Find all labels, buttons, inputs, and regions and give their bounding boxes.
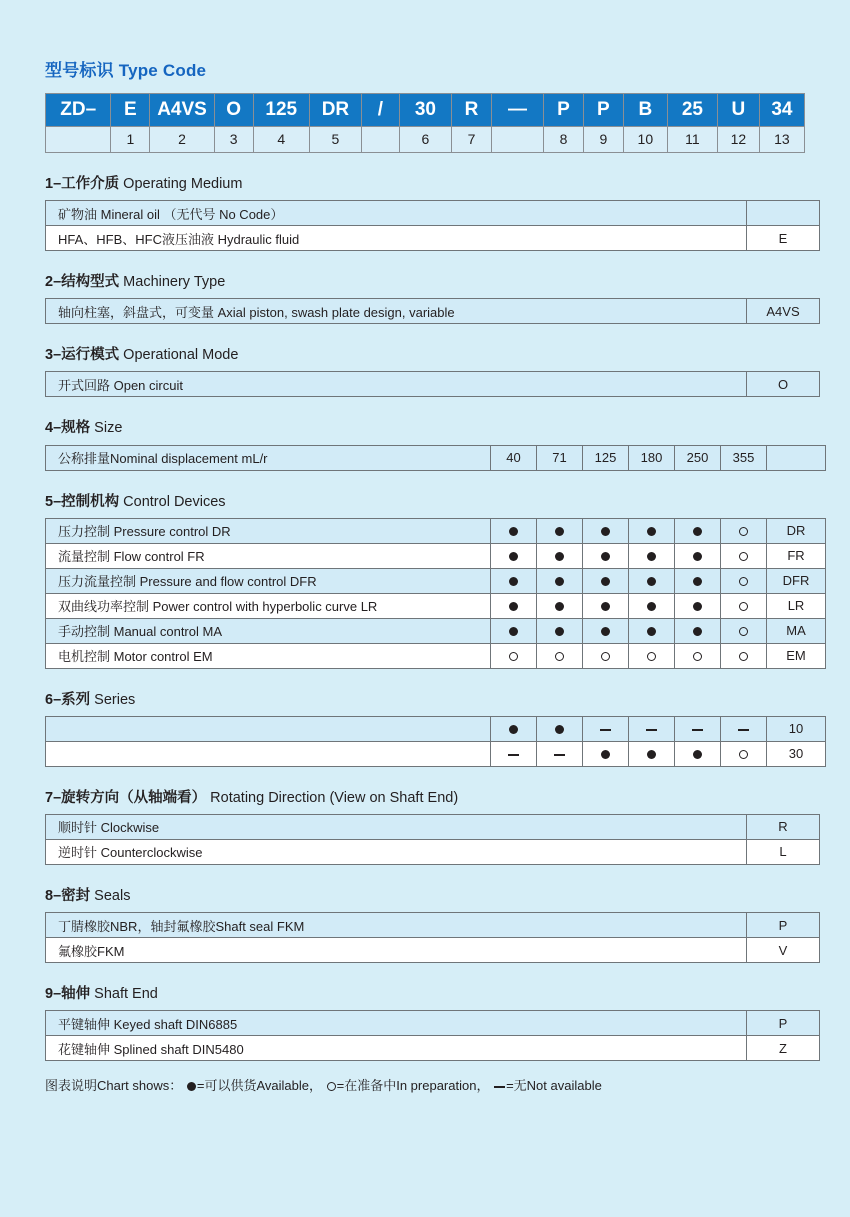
row-code: R — [747, 814, 820, 839]
type-code-cell: A4VS — [150, 94, 214, 127]
row-code: O — [747, 372, 820, 397]
section-heading-en: Shaft End — [94, 986, 158, 1003]
table-row — [46, 543, 826, 568]
filled-circle-icon — [555, 577, 564, 586]
section-heading-en: Seals — [94, 887, 131, 904]
open-circle-icon — [739, 577, 748, 586]
availability-cell — [537, 518, 583, 543]
availability-cell — [537, 568, 583, 593]
open-circle-icon — [647, 652, 656, 661]
availability-cell — [537, 543, 583, 568]
section-heading-cn: 4–规格 — [45, 420, 91, 437]
row-label: 电机控制 Motor control EM — [46, 643, 491, 668]
dash-icon — [494, 1086, 505, 1088]
section-5 — [45, 493, 810, 669]
section-heading-cn: 5–控制机构 — [45, 493, 120, 510]
row-label: 双曲线功率控制 Power control with hyperbolic curve LR — [46, 593, 491, 618]
type-code-cell: DR — [309, 94, 361, 127]
section-table — [45, 716, 826, 767]
section-table — [45, 814, 820, 865]
size-cell: 250 — [675, 445, 721, 470]
availability-cell — [537, 593, 583, 618]
table-row — [46, 814, 820, 839]
row-label: 公称排量Nominal displacement mL/r — [46, 445, 491, 470]
type-code-cell: O — [214, 94, 253, 127]
row-code: V — [747, 938, 820, 963]
section-table — [45, 298, 820, 324]
row-code: FR — [767, 543, 826, 568]
filled-circle-icon — [647, 552, 656, 561]
availability-cell — [629, 518, 675, 543]
row-code: MA — [767, 618, 826, 643]
filled-circle-icon — [601, 527, 610, 536]
row-code — [767, 445, 826, 470]
availability-cell — [491, 543, 537, 568]
table-row — [46, 201, 820, 226]
row-code: P — [747, 913, 820, 938]
availability-cell — [721, 741, 767, 766]
filled-circle-icon — [647, 577, 656, 586]
filled-circle-icon — [509, 725, 518, 734]
type-code-index-cell: 12 — [717, 127, 759, 153]
open-circle-icon — [601, 652, 610, 661]
section-heading — [45, 985, 805, 1003]
availability-cell — [491, 568, 537, 593]
filled-circle-icon — [693, 577, 702, 586]
table-row — [46, 299, 820, 324]
chart-legend-footnote — [45, 1077, 805, 1095]
availability-cell — [491, 593, 537, 618]
row-label: 逆时针 Counterclockwise — [46, 839, 747, 864]
table-row — [46, 445, 826, 470]
availability-cell — [583, 518, 629, 543]
type-code-index-cell: 2 — [150, 127, 214, 153]
type-code-index-cell: 3 — [214, 127, 253, 153]
filled-circle-icon — [693, 527, 702, 536]
type-code-cell: 34 — [759, 94, 804, 127]
dash-icon — [738, 729, 749, 731]
row-code: Z — [747, 1036, 820, 1061]
row-label: 压力流量控制 Pressure and flow control DFR — [46, 568, 491, 593]
type-code-index-cell — [362, 127, 400, 153]
section-heading-en: Series — [94, 691, 136, 708]
open-circle-icon — [555, 652, 564, 661]
filled-circle-icon — [601, 627, 610, 636]
availability-cell — [583, 643, 629, 668]
type-code-index-cell: 7 — [452, 127, 492, 153]
type-code-cell: B — [623, 94, 667, 127]
section-heading — [45, 789, 805, 807]
table-row — [46, 643, 826, 668]
type-code-index-cell: 13 — [759, 127, 804, 153]
filled-circle-icon — [509, 527, 518, 536]
availability-cell — [675, 543, 721, 568]
type-code-index-cell: 5 — [309, 127, 361, 153]
availability-cell — [721, 543, 767, 568]
availability-cell — [721, 716, 767, 741]
availability-cell — [721, 618, 767, 643]
availability-cell — [721, 593, 767, 618]
filled-circle-icon — [555, 725, 564, 734]
table-row — [46, 1036, 820, 1061]
availability-cell — [583, 741, 629, 766]
section-7 — [45, 789, 805, 865]
section-heading-cn: 7–旋转方向（从轴端看） — [45, 789, 207, 806]
size-cell: 40 — [491, 445, 537, 470]
row-code: LR — [767, 593, 826, 618]
open-circle-icon — [327, 1082, 336, 1091]
type-code-index-cell — [46, 127, 111, 153]
availability-cell — [629, 593, 675, 618]
row-code: E — [747, 226, 820, 251]
type-code-index-cell: 11 — [667, 127, 717, 153]
section-heading-cn: 1–工作介质 — [45, 176, 120, 193]
open-circle-icon — [509, 652, 518, 661]
section-1 — [45, 175, 805, 251]
open-circle-icon — [739, 527, 748, 536]
availability-cell — [629, 568, 675, 593]
filled-circle-icon — [555, 602, 564, 611]
availability-cell — [629, 543, 675, 568]
type-code-index-cell: 6 — [399, 127, 451, 153]
filled-circle-icon — [555, 552, 564, 561]
availability-cell — [675, 518, 721, 543]
filled-circle-icon — [601, 577, 610, 586]
row-code: 10 — [767, 716, 826, 741]
table-row — [46, 226, 820, 251]
row-label: 流量控制 Flow control FR — [46, 543, 491, 568]
row-code: DFR — [767, 568, 826, 593]
section-table — [45, 912, 820, 963]
section-6 — [45, 691, 805, 767]
row-label — [46, 716, 491, 741]
page-title — [45, 0, 805, 82]
filled-circle-icon — [509, 627, 518, 636]
section-heading-cn: 3–运行模式 — [45, 347, 120, 364]
type-code-cell: 30 — [399, 94, 451, 127]
dash-icon — [692, 729, 703, 731]
open-circle-icon — [739, 750, 748, 759]
row-code: L — [747, 839, 820, 864]
section-heading — [45, 887, 805, 905]
availability-cell — [675, 593, 721, 618]
filled-circle-icon — [647, 627, 656, 636]
footnote-dash-text: =无Not available — [506, 1078, 602, 1094]
availability-cell — [583, 593, 629, 618]
section-heading-cn: 6–系列 — [45, 691, 91, 708]
filled-circle-icon — [601, 602, 610, 611]
filled-circle-icon — [693, 602, 702, 611]
type-code-number-row — [46, 127, 805, 153]
section-3 — [45, 346, 805, 397]
section-heading-en: Control Devices — [123, 493, 226, 510]
dash-icon — [508, 754, 519, 756]
section-heading-en: Size — [94, 420, 123, 437]
row-label: 手动控制 Manual control MA — [46, 618, 491, 643]
availability-cell — [491, 741, 537, 766]
type-code-cell: R — [452, 94, 492, 127]
table-row — [46, 716, 826, 741]
type-code-index-cell — [491, 127, 543, 153]
section-table — [45, 445, 826, 471]
section-heading-en: Operating Medium — [123, 176, 243, 193]
section-heading-cn: 8–密封 — [45, 887, 91, 904]
table-row — [46, 741, 826, 766]
row-code: 30 — [767, 741, 826, 766]
filled-circle-icon — [509, 602, 518, 611]
dash-icon — [554, 754, 565, 756]
filled-circle-icon — [555, 527, 564, 536]
table-row — [46, 839, 820, 864]
section-9 — [45, 985, 805, 1061]
footnote-lead: 图表说明Chart shows： — [45, 1078, 183, 1094]
row-label: HFA、HFB、HFC液压油液 Hydraulic fluid — [46, 226, 747, 251]
availability-cell — [721, 518, 767, 543]
row-code: P — [747, 1011, 820, 1036]
section-heading — [45, 175, 805, 193]
availability-cell — [675, 741, 721, 766]
type-code-cell: 125 — [253, 94, 309, 127]
table-row — [46, 938, 820, 963]
type-code-cell: U — [717, 94, 759, 127]
page-title-cn: 型号标识 — [45, 61, 114, 80]
size-cell: 71 — [537, 445, 583, 470]
row-label: 顺时针 Clockwise — [46, 814, 747, 839]
availability-cell — [675, 716, 721, 741]
row-label: 压力控制 Pressure control DR — [46, 518, 491, 543]
section-table — [45, 200, 820, 251]
row-label: 丁腈橡胶NBR，轴封氟橡胶Shaft seal FKM — [46, 913, 747, 938]
filled-circle-icon — [693, 750, 702, 759]
row-code: EM — [767, 643, 826, 668]
footnote-filled-text: =可以供货Available， — [196, 1078, 322, 1094]
table-row — [46, 372, 820, 397]
type-code-cell: P — [544, 94, 584, 127]
type-code-cell: — — [491, 94, 543, 127]
table-row — [46, 1011, 820, 1036]
table-row — [46, 618, 826, 643]
open-circle-icon — [693, 652, 702, 661]
section-heading — [45, 346, 805, 364]
size-cell: 355 — [721, 445, 767, 470]
availability-cell — [537, 716, 583, 741]
dash-icon — [600, 729, 611, 731]
section-heading-cn: 9–轴伸 — [45, 986, 91, 1003]
dash-icon — [646, 729, 657, 731]
type-code-cell: P — [583, 94, 623, 127]
section-heading — [45, 691, 805, 709]
availability-cell — [721, 568, 767, 593]
filled-circle-icon — [693, 552, 702, 561]
type-code-index-cell: 1 — [111, 127, 150, 153]
sections-container — [45, 175, 810, 1061]
availability-cell — [491, 716, 537, 741]
type-code-cell: 25 — [667, 94, 717, 127]
section-table — [45, 518, 826, 669]
section-table — [45, 1010, 820, 1061]
table-row — [46, 593, 826, 618]
availability-cell — [629, 618, 675, 643]
row-label: 开式回路 Open circuit — [46, 372, 747, 397]
type-code-table — [45, 93, 805, 153]
type-code-index-cell: 4 — [253, 127, 309, 153]
availability-cell — [629, 643, 675, 668]
section-table — [45, 371, 820, 397]
type-code-index-cell: 8 — [544, 127, 584, 153]
availability-cell — [583, 716, 629, 741]
section-heading — [45, 273, 805, 291]
type-code-cell: / — [362, 94, 400, 127]
filled-circle-icon — [601, 552, 610, 561]
row-label: 花键轴伸 Splined shaft DIN5480 — [46, 1036, 747, 1061]
row-code: A4VS — [747, 299, 820, 324]
availability-cell — [537, 618, 583, 643]
filled-circle-icon — [647, 527, 656, 536]
filled-circle-icon — [509, 577, 518, 586]
availability-cell — [537, 643, 583, 668]
availability-cell — [675, 618, 721, 643]
section-8 — [45, 887, 805, 963]
size-cell: 125 — [583, 445, 629, 470]
table-row — [46, 913, 820, 938]
filled-circle-icon — [509, 552, 518, 561]
row-code — [747, 201, 820, 226]
section-heading-en: Operational Mode — [123, 347, 239, 364]
section-2 — [45, 273, 805, 324]
filled-circle-icon — [693, 627, 702, 636]
availability-cell — [491, 518, 537, 543]
availability-cell — [583, 568, 629, 593]
type-code-index-cell: 10 — [623, 127, 667, 153]
size-cell: 180 — [629, 445, 675, 470]
open-circle-icon — [739, 627, 748, 636]
row-label: 氟橡胶FKM — [46, 938, 747, 963]
row-label: 矿物油 Mineral oil （无代号 No Code） — [46, 201, 747, 226]
filled-circle-icon — [601, 750, 610, 759]
type-code-row — [46, 94, 805, 127]
filled-circle-icon — [187, 1082, 196, 1091]
filled-circle-icon — [647, 602, 656, 611]
row-label — [46, 741, 491, 766]
availability-cell — [537, 741, 583, 766]
availability-cell — [629, 716, 675, 741]
type-code-cell: E — [111, 94, 150, 127]
type-code-cell: ZD– — [46, 94, 111, 127]
type-code-index-cell: 9 — [583, 127, 623, 153]
section-4 — [45, 419, 805, 470]
row-code: DR — [767, 518, 826, 543]
availability-cell — [629, 741, 675, 766]
availability-cell — [721, 643, 767, 668]
section-heading-cn: 2–结构型式 — [45, 274, 120, 291]
section-heading-en: Rotating Direction (View on Shaft End) — [210, 789, 459, 806]
availability-cell — [675, 568, 721, 593]
availability-cell — [675, 643, 721, 668]
row-label: 轴向柱塞，斜盘式，可变量 Axial piston, swash plate design, variable — [46, 299, 747, 324]
open-circle-icon — [739, 602, 748, 611]
footnote-open-text: =在准备中In preparation， — [336, 1078, 490, 1094]
section-heading — [45, 419, 805, 437]
open-circle-icon — [739, 552, 748, 561]
page-title-en: Type Code — [118, 61, 207, 80]
section-heading-en: Machinery Type — [123, 274, 226, 291]
availability-cell — [491, 618, 537, 643]
availability-cell — [583, 618, 629, 643]
table-row — [46, 518, 826, 543]
open-circle-icon — [739, 652, 748, 661]
availability-cell — [491, 643, 537, 668]
filled-circle-icon — [555, 627, 564, 636]
section-heading — [45, 493, 805, 511]
availability-cell — [583, 543, 629, 568]
row-label: 平键轴伸 Keyed shaft DIN6885 — [46, 1011, 747, 1036]
table-row — [46, 568, 826, 593]
filled-circle-icon — [647, 750, 656, 759]
